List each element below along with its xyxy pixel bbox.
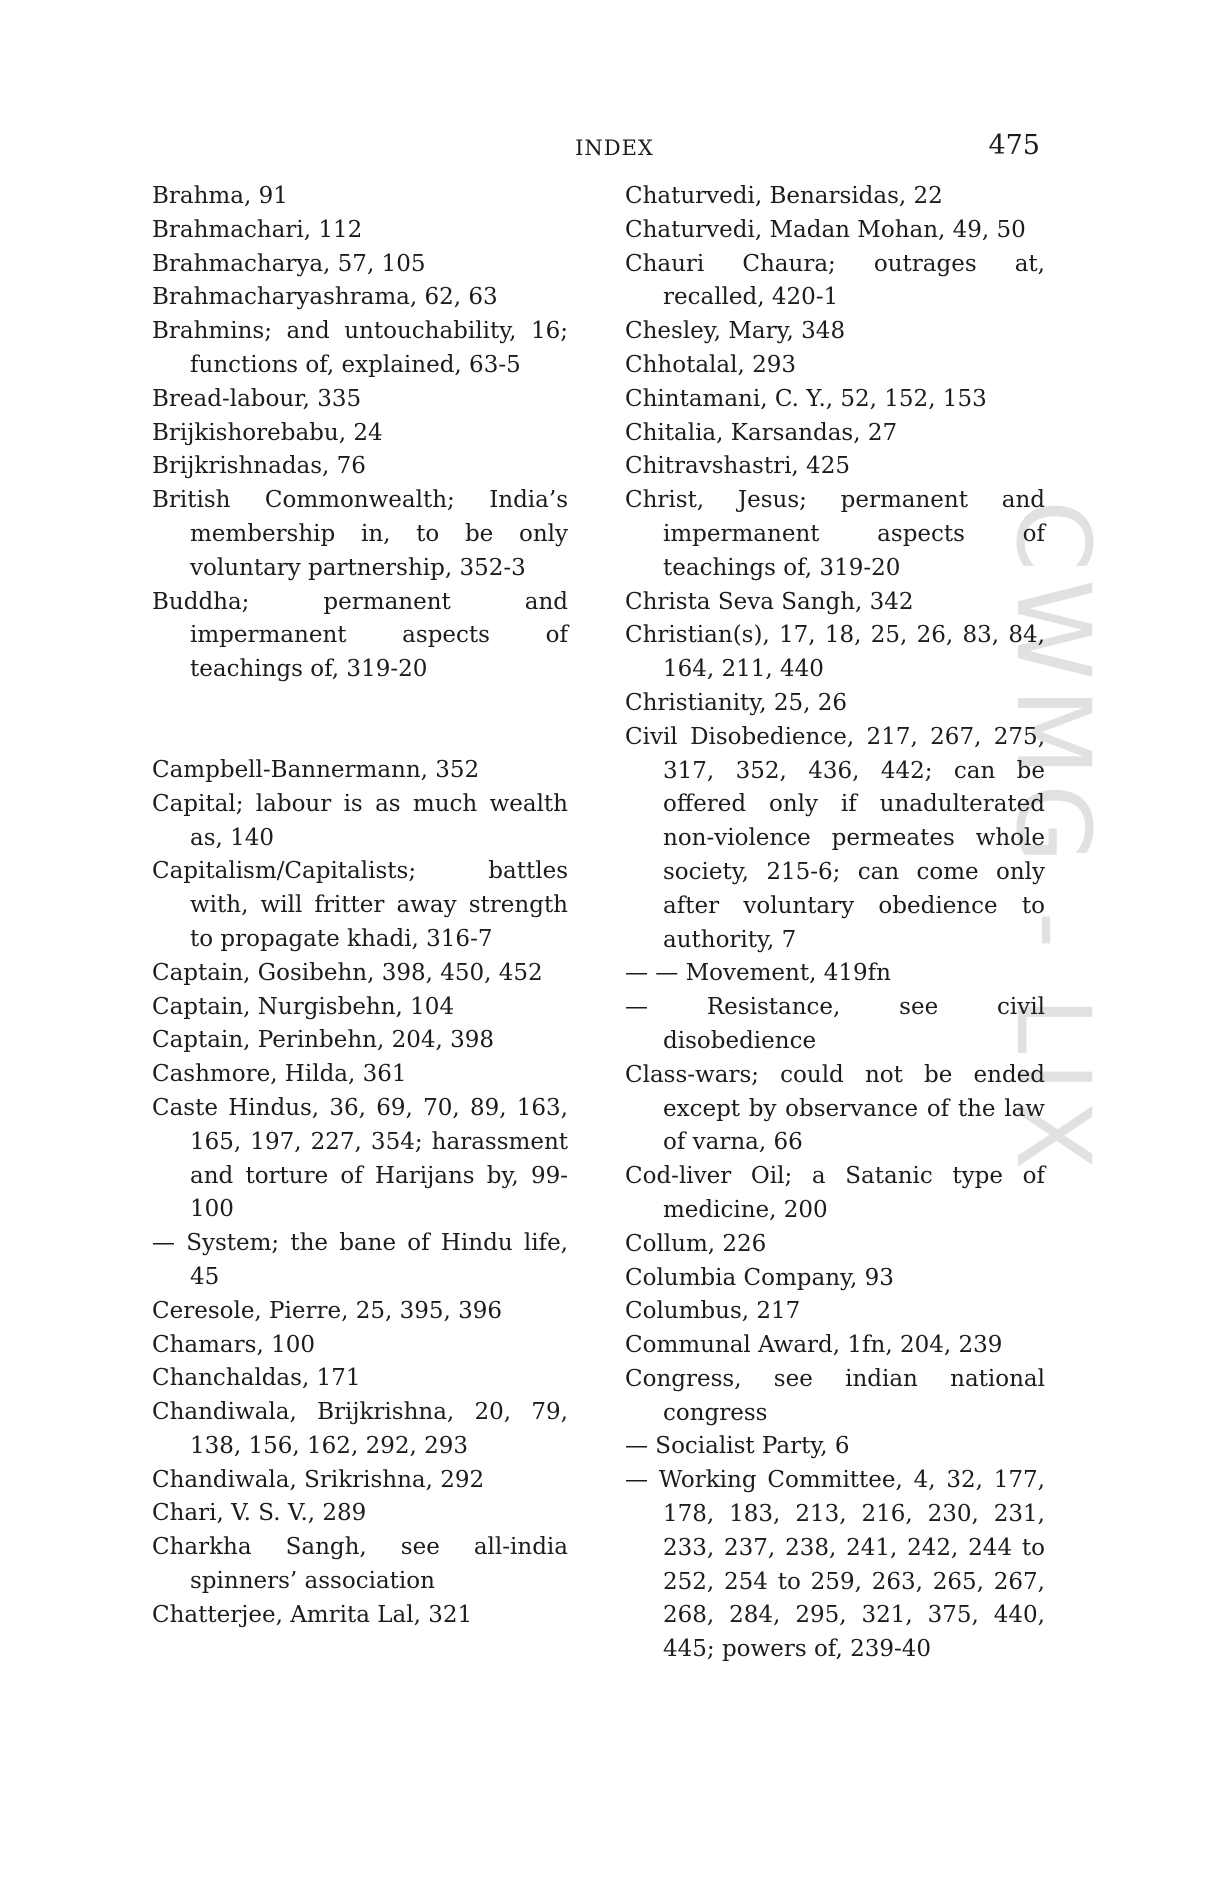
index-entry: Christianity, 25, 26 — [625, 689, 848, 716]
index-entry: Chesley, Mary, 348 — [625, 318, 846, 345]
index-entry: Chaturvedi, Madan Mohan, 49, 50 — [625, 216, 1026, 243]
index-entry: Chitravshastri, 425 — [625, 453, 850, 480]
index-entry: — Socialist Party, 6 — [625, 1433, 850, 1460]
index-entry: — — Movement, 419fn — [625, 960, 891, 987]
page-number: 475 — [988, 130, 1040, 161]
index-entry: Captain, Nurgisbehn, 104 — [152, 993, 455, 1020]
index-entry: — Resistance, see civil disobedience — [625, 994, 1045, 1054]
index-entry: Chamars, 100 — [152, 1331, 315, 1358]
index-entry: Chauri Chaura; outrages at, recalled, 420-1 — [625, 250, 1045, 311]
index-entry: Brahmacharyashrama, 62, 63 — [152, 284, 498, 311]
index-entry: Cod-liver Oil; a Satanic type of medicine, 200 — [625, 1163, 1045, 1223]
index-entry: Caste Hindus, 36, 69, 70, 89, 163, 165, 197, 227, 354; harassment and torture of Harijans by, 99-100 — [152, 1094, 568, 1223]
index-entry: Buddha; permanent and impermanent aspects of teachings of, 319-20 — [152, 588, 568, 683]
index-entry: Columbus, 217 — [625, 1298, 801, 1325]
index-entry: — Working Committee, 4, 32, 177, 178, 183, 213, 216, 230, 231, 233, 237, 238, 241, 242, 244 to 252, 254 to 259, 263, 265, 267, 268, 284, 295, 321, 375, 440, 445; powers of, 239-40 — [625, 1467, 1045, 1663]
index-entry: Chari, V. S. V., 289 — [152, 1500, 367, 1527]
index-entry: Campbell-Bannermann, 352 — [152, 756, 480, 783]
index-entry: British Commonwealth; India’s membership in, to be only voluntary partnership, 352-3 — [152, 487, 568, 581]
index-entry: Captain, Gosibehn, 398, 450, 452 — [152, 959, 543, 986]
running-header: INDEX — [575, 136, 654, 160]
index-entry: Christa Seva Sangh, 342 — [625, 588, 914, 615]
index-entry: Cashmore, Hilda, 361 — [152, 1061, 407, 1088]
index-entry: Capital; labour is as much wealth as, 140 — [152, 790, 568, 851]
index-entry: Brahmacharya, 57, 105 — [152, 250, 426, 277]
index-entry: Brahmins; and untouchability, 16; functions of, explained, 63-5 — [152, 318, 568, 378]
index-entry: Chintamani, C. Y., 52, 152, 153 — [625, 385, 987, 412]
index-entry: Capitalism/Capitalists; battles with, will fritter away strength to propagate khadi, 316-7 — [152, 858, 568, 952]
index-entry: Chaturvedi, Benarsidas, 22 — [625, 183, 943, 209]
index-entry: Columbia Company, 93 — [625, 1264, 894, 1291]
watermark: CWMG - LIX — [993, 500, 1112, 1178]
index-entry: Chhotalal, 293 — [625, 351, 796, 378]
index-entry: Chanchaldas, 171 — [152, 1365, 361, 1392]
index-entry: Brijkrishnadas, 76 — [152, 453, 366, 480]
index-entry: Civil Disobedience, 217, 267, 275, 317, 352, 436, 442; can be offered only if unadulterated non-violence permeates whole society, 215-6; can come only after voluntary obedience to authority, 7 — [625, 723, 1045, 953]
index-entry: Chitalia, Karsandas, 27 — [625, 419, 898, 446]
index-column-left — [152, 180, 568, 1633]
index-entry: — System; the bane of Hindu life, 45 — [152, 1230, 568, 1290]
index-entry: Christian(s), 17, 18, 25, 26, 83, 84, 164, 211, 440 — [625, 622, 1045, 683]
index-entry: Christ, Jesus; permanent and impermanent aspects of teachings of, 319-20 — [625, 487, 1045, 581]
index-entry: Communal Award, 1fn, 204, 239 — [625, 1332, 1003, 1359]
index-entry: Ceresole, Pierre, 25, 395, 396 — [152, 1297, 503, 1324]
index-entry: Captain, Perinbehn, 204, 398 — [152, 1027, 495, 1054]
index-entry: Charkha Sangh, see all-india spinners’ association — [152, 1534, 568, 1595]
index-entry: Brijkishorebabu, 24 — [152, 419, 383, 446]
index-entry: Collum, 226 — [625, 1230, 767, 1257]
index-entry: Class-wars; could not be ended except by observance of the law of varna, 66 — [625, 1061, 1045, 1156]
index-entry: Chandiwala, Srikrishna, 292 — [152, 1466, 485, 1493]
index-entry: Congress, see indian national congress — [625, 1365, 1045, 1426]
index-entry: Chandiwala, Brijkrishna, 20, 79, 138, 156, 162, 292, 293 — [152, 1399, 568, 1459]
index-entry: Bread-labour, 335 — [152, 385, 362, 412]
index-entry: Brahmachari, 112 — [152, 216, 363, 243]
index-column-right — [625, 180, 1045, 1667]
index-entry: Brahma, 91 — [152, 183, 288, 209]
index-entry: Chatterjee, Amrita Lal, 321 — [152, 1601, 473, 1628]
